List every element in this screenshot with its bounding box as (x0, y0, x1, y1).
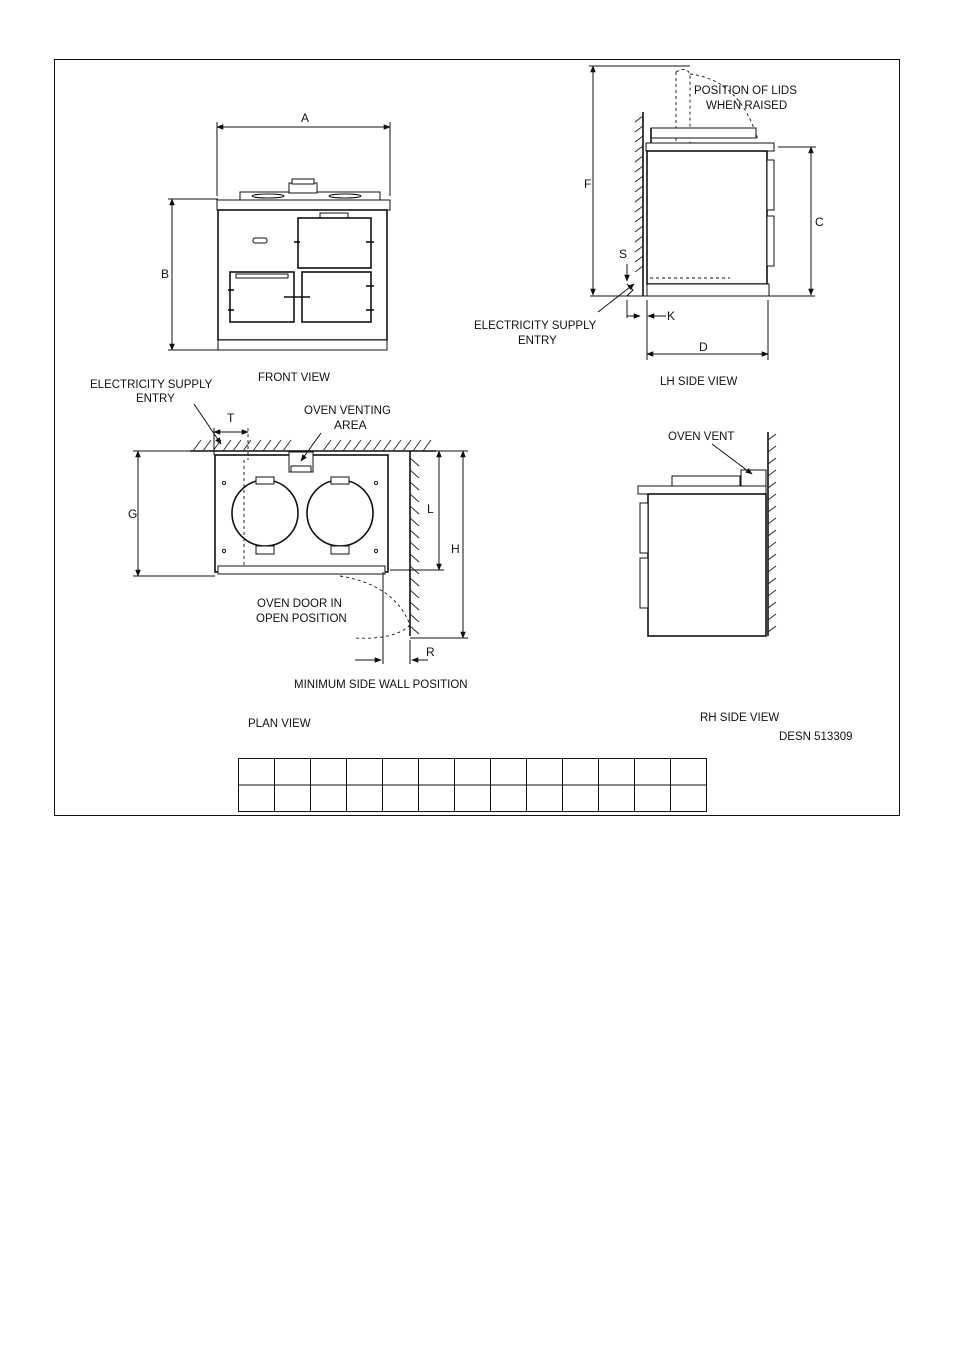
venting-note-line1: OVEN VENTING (304, 405, 391, 417)
rh-wall-hatching (768, 434, 776, 632)
lh-side-view-title: LH SIDE VIEW (660, 376, 738, 388)
table-cell (671, 785, 707, 812)
dimension-h-label: H (451, 542, 460, 556)
data-table (239, 759, 707, 812)
plan-electricity-line2: ENTRY (136, 393, 175, 405)
table-cell (383, 759, 419, 786)
table-cell (347, 785, 383, 812)
table-cell (239, 759, 275, 786)
table-cell (239, 785, 275, 812)
lids-note-line1: POSITION OF LIDS (694, 85, 797, 97)
dimension-c-label: C (815, 215, 824, 229)
table-cell (419, 785, 455, 812)
drawing-reference: DESN 513309 (779, 731, 853, 743)
table-cell (635, 759, 671, 786)
table-cell (599, 759, 635, 786)
table-cell (527, 759, 563, 786)
dimension-a-label: A (301, 111, 310, 125)
table-cell (275, 785, 311, 812)
table-cell (671, 759, 707, 786)
table-cell (311, 759, 347, 786)
table-cell (599, 785, 635, 812)
dimension-l-label: L (427, 502, 434, 516)
table-cell (563, 759, 599, 786)
dimension-k-label: K (667, 309, 676, 323)
plan-side-wall-hatching (410, 458, 419, 634)
table-cell (635, 785, 671, 812)
table-cell (491, 785, 527, 812)
table-cell (275, 759, 311, 786)
lh-electricity-line1: ELECTRICITY SUPPLY (474, 320, 597, 332)
table-cell (455, 785, 491, 812)
plan-view-title: PLAN VIEW (248, 718, 311, 730)
table-cell (491, 759, 527, 786)
table-cell (383, 785, 419, 812)
lh-side-view (474, 66, 824, 388)
dimension-f-label: F (584, 177, 592, 191)
door-note-line1: OVEN DOOR IN (257, 598, 342, 610)
side-wall-note: MINIMUM SIDE WALL POSITION (294, 679, 468, 691)
plan-view (90, 379, 468, 730)
dimension-g-label: G (128, 507, 138, 521)
dimension-d-label: D (699, 340, 708, 354)
oven-vent-label: OVEN VENT (668, 431, 735, 443)
front-view (161, 111, 390, 384)
plan-electricity-line1: ELECTRICITY SUPPLY (90, 379, 213, 391)
lh-electricity-line2: ENTRY (518, 335, 557, 347)
door-note-line2: OPEN POSITION (256, 613, 347, 625)
dimension-t-label: T (227, 411, 235, 425)
table-cell (311, 785, 347, 812)
table-cell (419, 759, 455, 786)
front-view-title: FRONT VIEW (258, 372, 330, 384)
rh-side-view-title: RH SIDE VIEW (700, 712, 780, 724)
table-cell (527, 785, 563, 812)
venting-note-line2: AREA (334, 418, 367, 432)
rh-side-view (638, 431, 779, 724)
table-cell (455, 759, 491, 786)
table-cell (347, 759, 383, 786)
table-cell (563, 785, 599, 812)
dimension-s-label: S (619, 247, 628, 261)
lids-note-line2: WHEN RAISED (706, 100, 788, 112)
dimension-r-label: R (426, 645, 435, 659)
lh-wall-hatching (635, 116, 643, 272)
dimension-b-label: B (161, 267, 170, 281)
